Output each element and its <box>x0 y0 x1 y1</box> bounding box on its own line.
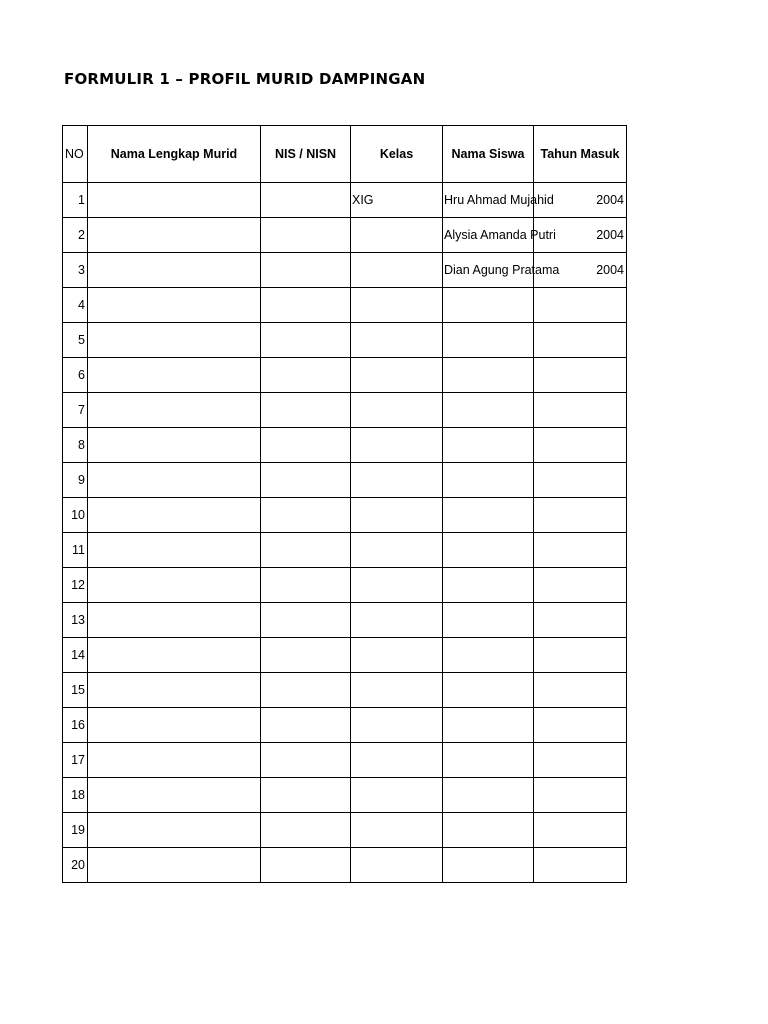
cell-tahun-masuk <box>534 638 627 673</box>
table-row <box>63 848 627 883</box>
cell-nis-nisn <box>261 568 351 603</box>
table-row <box>63 288 627 323</box>
cell-no: 16 <box>63 708 88 743</box>
cell-kelas <box>351 253 443 288</box>
cell-nis-nisn <box>261 848 351 883</box>
table-row <box>63 673 627 708</box>
cell-nis-nisn <box>261 253 351 288</box>
cell-nama-siswa <box>443 463 534 498</box>
cell-nama-siswa <box>443 323 534 358</box>
cell-nama-siswa <box>443 778 534 813</box>
cell-nama-siswa <box>443 813 534 848</box>
cell-kelas <box>351 288 443 323</box>
cell-nama-siswa <box>443 603 534 638</box>
cell-nis-nisn <box>261 463 351 498</box>
cell-kelas <box>351 358 443 393</box>
cell-no: 12 <box>63 568 88 603</box>
cell-nama-siswa <box>443 673 534 708</box>
cell-kelas <box>351 218 443 253</box>
table-header-row <box>63 126 627 183</box>
cell-kelas <box>351 323 443 358</box>
table-row <box>63 603 627 638</box>
cell-nis-nisn <box>261 708 351 743</box>
cell-tahun-masuk: 2004 <box>534 253 627 288</box>
cell-no: 5 <box>63 323 88 358</box>
cell-nama-siswa <box>443 428 534 463</box>
table-row <box>63 568 627 603</box>
student-profile-table <box>62 125 627 883</box>
cell-tahun-masuk <box>534 848 627 883</box>
table-row <box>63 183 627 218</box>
cell-nama-siswa: Dian Agung Pratama <box>443 253 534 288</box>
column-header-nama-siswa: Nama Siswa <box>443 126 534 183</box>
cell-nama-lengkap-murid <box>88 428 261 463</box>
table-row <box>63 253 627 288</box>
cell-nama-siswa <box>443 288 534 323</box>
column-header-nama-lengkap-murid: Nama Lengkap Murid <box>88 126 261 183</box>
cell-tahun-masuk <box>534 498 627 533</box>
cell-nama-lengkap-murid <box>88 463 261 498</box>
cell-no: 15 <box>63 673 88 708</box>
cell-nama-siswa <box>443 708 534 743</box>
table-row <box>63 218 627 253</box>
cell-tahun-masuk: 2004 <box>534 183 627 218</box>
cell-nis-nisn <box>261 813 351 848</box>
cell-nama-lengkap-murid <box>88 498 261 533</box>
table-row <box>63 358 627 393</box>
cell-nama-lengkap-murid <box>88 253 261 288</box>
table-row <box>63 813 627 848</box>
cell-tahun-masuk <box>534 673 627 708</box>
cell-nama-siswa <box>443 743 534 778</box>
cell-no: 4 <box>63 288 88 323</box>
cell-no: 11 <box>63 533 88 568</box>
cell-kelas <box>351 638 443 673</box>
cell-kelas <box>351 463 443 498</box>
cell-no: 13 <box>63 603 88 638</box>
cell-no: 20 <box>63 848 88 883</box>
cell-tahun-masuk: 2004 <box>534 218 627 253</box>
column-header-nis-nisn: NIS / NISN <box>261 126 351 183</box>
cell-nama-lengkap-murid <box>88 743 261 778</box>
cell-nama-siswa <box>443 533 534 568</box>
cell-nama-lengkap-murid <box>88 778 261 813</box>
cell-no: 18 <box>63 778 88 813</box>
cell-nis-nisn <box>261 183 351 218</box>
cell-tahun-masuk <box>534 743 627 778</box>
cell-kelas <box>351 778 443 813</box>
cell-tahun-masuk <box>534 533 627 568</box>
cell-nama-lengkap-murid <box>88 183 261 218</box>
cell-tahun-masuk <box>534 393 627 428</box>
cell-tahun-masuk <box>534 708 627 743</box>
column-header-kelas: Kelas <box>351 126 443 183</box>
cell-nis-nisn <box>261 673 351 708</box>
cell-no: 2 <box>63 218 88 253</box>
table-row <box>63 778 627 813</box>
cell-no: 3 <box>63 253 88 288</box>
table-row <box>63 393 627 428</box>
cell-tahun-masuk <box>534 813 627 848</box>
cell-tahun-masuk <box>534 778 627 813</box>
cell-nis-nisn <box>261 358 351 393</box>
cell-nama-siswa <box>443 848 534 883</box>
cell-kelas <box>351 498 443 533</box>
cell-kelas <box>351 708 443 743</box>
cell-nama-lengkap-murid <box>88 218 261 253</box>
cell-no: 7 <box>63 393 88 428</box>
cell-no: 8 <box>63 428 88 463</box>
cell-nama-lengkap-murid <box>88 848 261 883</box>
cell-kelas <box>351 743 443 778</box>
cell-nama-lengkap-murid <box>88 813 261 848</box>
cell-nama-siswa <box>443 568 534 603</box>
cell-no: 10 <box>63 498 88 533</box>
cell-nis-nisn <box>261 743 351 778</box>
cell-no: 9 <box>63 463 88 498</box>
cell-nama-lengkap-murid <box>88 358 261 393</box>
table-row <box>63 463 627 498</box>
cell-nama-siswa <box>443 638 534 673</box>
cell-kelas <box>351 813 443 848</box>
cell-nama-lengkap-murid <box>88 323 261 358</box>
cell-nis-nisn <box>261 603 351 638</box>
cell-nis-nisn <box>261 323 351 358</box>
table-row <box>63 498 627 533</box>
table-row <box>63 428 627 463</box>
cell-kelas <box>351 848 443 883</box>
cell-nis-nisn <box>261 428 351 463</box>
cell-tahun-masuk <box>534 568 627 603</box>
form-title: FORMULIR 1 – PROFIL MURID DAMPINGAN <box>64 70 426 88</box>
column-header-tahun-masuk: Tahun Masuk <box>534 126 627 183</box>
cell-no: 17 <box>63 743 88 778</box>
cell-nama-lengkap-murid <box>88 603 261 638</box>
cell-tahun-masuk <box>534 603 627 638</box>
cell-nama-siswa <box>443 358 534 393</box>
cell-kelas <box>351 393 443 428</box>
cell-tahun-masuk <box>534 358 627 393</box>
table-row <box>63 708 627 743</box>
column-header-no: NO <box>63 126 88 183</box>
cell-nama-lengkap-murid <box>88 393 261 428</box>
cell-nama-lengkap-murid <box>88 533 261 568</box>
cell-kelas <box>351 428 443 463</box>
cell-nis-nisn <box>261 218 351 253</box>
cell-tahun-masuk <box>534 288 627 323</box>
cell-kelas <box>351 533 443 568</box>
cell-tahun-masuk <box>534 323 627 358</box>
cell-nama-lengkap-murid <box>88 568 261 603</box>
cell-no: 1 <box>63 183 88 218</box>
table-row <box>63 743 627 778</box>
cell-nama-siswa: Hru Ahmad Mujahid <box>443 183 534 218</box>
cell-kelas: XIG <box>351 183 443 218</box>
cell-no: 6 <box>63 358 88 393</box>
cell-nama-lengkap-murid <box>88 288 261 323</box>
cell-kelas <box>351 603 443 638</box>
cell-nama-lengkap-murid <box>88 673 261 708</box>
cell-nama-siswa <box>443 498 534 533</box>
cell-nis-nisn <box>261 638 351 673</box>
cell-no: 14 <box>63 638 88 673</box>
cell-no: 19 <box>63 813 88 848</box>
cell-nama-lengkap-murid <box>88 638 261 673</box>
cell-nis-nisn <box>261 778 351 813</box>
table-row <box>63 323 627 358</box>
table-row <box>63 533 627 568</box>
cell-nis-nisn <box>261 288 351 323</box>
cell-nama-lengkap-murid <box>88 708 261 743</box>
cell-kelas <box>351 673 443 708</box>
cell-nama-siswa: Alysia Amanda Putri <box>443 218 534 253</box>
cell-tahun-masuk <box>534 463 627 498</box>
cell-tahun-masuk <box>534 428 627 463</box>
table-row <box>63 638 627 673</box>
cell-nama-siswa <box>443 393 534 428</box>
cell-kelas <box>351 568 443 603</box>
cell-nis-nisn <box>261 533 351 568</box>
cell-nis-nisn <box>261 498 351 533</box>
cell-nis-nisn <box>261 393 351 428</box>
